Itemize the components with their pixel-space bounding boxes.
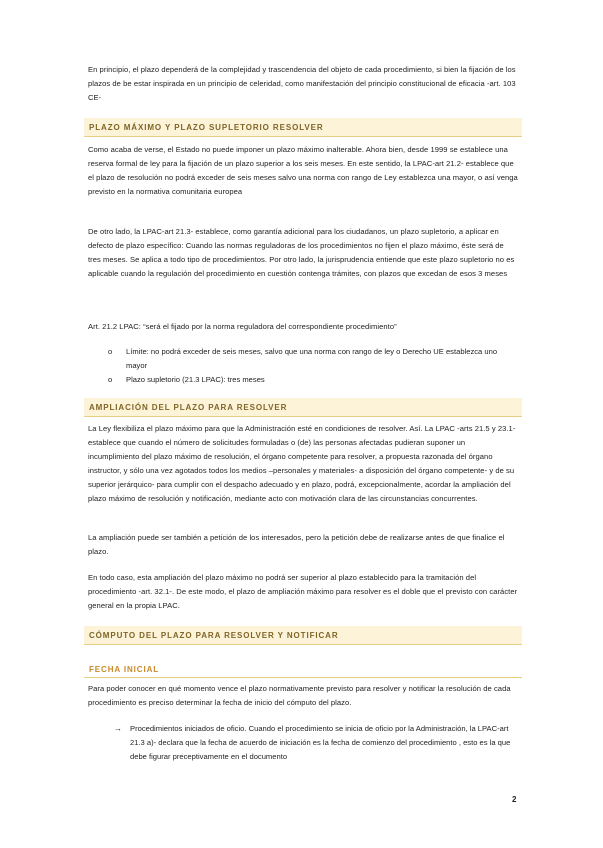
paragraph — [88, 571, 518, 613]
paragraph — [88, 320, 518, 334]
paragraph-text: Para poder conocer en qué momento vence el plazo normativamente previsto para resolver y notificar la resolución de cada procedimiento es preciso determinar la fecha de inicio del cómputo del plazo. — [88, 684, 511, 707]
list-item-text: Plazo supletorio (21.3 LPAC): tres meses — [126, 375, 265, 384]
paragraph — [88, 225, 518, 281]
section-heading-ampliacion: AMPLIACIÓN DEL PLAZO PARA RESOLVER — [84, 398, 522, 417]
bullet-icon: o — [108, 347, 113, 356]
paragraph — [88, 422, 518, 505]
page-number: 2 — [512, 795, 517, 804]
intro-paragraph — [88, 63, 518, 105]
paragraph-text: Art. 21.2 LPAC: “será el fijado por la norma reguladora del correspondiente procedimiento” — [88, 322, 397, 331]
paragraph-text: Como acaba de verse, el Estado no puede imponer un plazo máximo inalterable. Ahora bien, desde 1999 se establece una reserva formal de ley para la fijación de un plazo superior a los seis meses. En este sentido, la LPAC-art 21.2- establece que el plazo de resolución no podrá exceder de seis meses salvo una norma con rango de Ley establezca una mayor, o así venga previsto en la normativa comunitaria europea — [88, 145, 518, 196]
paragraph-text: La ampliación puede ser también a petición de los interesados, pero la petición debe de realizarse antes de que finalice el plazo. — [88, 533, 505, 556]
paragraph — [88, 143, 518, 199]
list-item-text: Procedimientos iniciados de oficio. Cuando el procedimiento se inicia de oficio por la Administración, la LPAC-art 21.3 a)- declara que la fecha de acuerdo de iniciación es la fecha de comienzo del procedimiento , esto es la que debe figurar preceptivamente en el documento — [130, 724, 511, 761]
paragraph — [88, 682, 518, 710]
list-item — [108, 345, 518, 373]
paragraph-text: En todo caso, esta ampliación del plazo máximo no podrá ser superior al plazo establecido para la tramitación del procedimiento -art. 32.1-. De este modo, el plazo de ampliación máximo para resolver es el doble que el previsto con carácter general en la propia LPAC. — [88, 573, 518, 610]
paragraph — [88, 531, 518, 559]
paragraph-text: La Ley flexibiliza el plazo máximo para que la Administración esté en condiciones de resolver. Así. La LPAC -arts 21.5 y 23.1- establece que cuando el número de solicitudes formuladas o (de) las personas afectadas pudieran suponer un incumplimiento del plazo máximo de resolución, el órgano competente para resolver, a propuesta razonada del órgano instructor, y sólo una vez agotados todos los medios –personales y materiales- a disposición del órgano competente- y de su superior jerárquico- para cumplir con el despacho adecuado y en plazo, podrá, excepcionalmente, acordar la ampliación del plazo máximo de resolución y notificación, mediante acto con motivación clara de las circunstancias concurrentes. — [88, 424, 516, 503]
paragraph-text: De otro lado, la LPAC-art 21.3- establece, como garantía adicional para los ciudadanos, un plazo supletorio, a aplicar en defecto de plazo específico: Cuando las normas reguladoras de los procedimientos no fijen el plazo máximo, éste será de tres meses. Se aplica a todo tipo de procedimientos. Por otro lado, la jurisprudencia entiende que este plazo supletorio no es aplicable cuando la regulación del procedimiento en cuestión contenga trámites, con plazos que excedan de esos 3 meses — [88, 227, 515, 278]
bullet-icon: o — [108, 375, 113, 384]
subheading-fecha-inicial: FECHA INICIAL — [84, 662, 522, 678]
list-item — [108, 373, 518, 387]
section-heading-computo: CÓMPUTO DEL PLAZO PARA RESOLVER Y NOTIFICAR — [84, 626, 522, 645]
section-heading-plazo-maximo: PLAZO MÁXIMO Y PLAZO SUPLETORIO RESOLVER — [84, 118, 522, 137]
list-item-text: Límite: no podrá exceder de seis meses, salvo que una norma con rango de ley o Derecho UE establezca uno mayor — [126, 347, 498, 370]
list-item — [114, 722, 518, 764]
intro-text: En principio, el plazo dependerá de la complejidad y trascendencia del objeto de cada procedimiento, si bien la fijación de los plazos de be estar inspirada en un principio de celeridad, como manifestación del principio constitucional de eficacia -art. 103 CE- — [88, 65, 516, 102]
arrow-right-icon: → — [114, 724, 122, 733]
